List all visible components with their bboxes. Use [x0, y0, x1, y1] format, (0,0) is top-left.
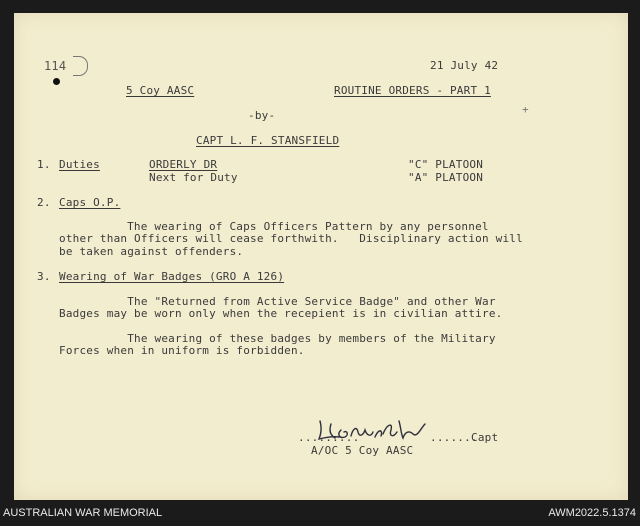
item-title: Duties: [59, 158, 100, 171]
signature-dots: .........: [298, 431, 360, 444]
item-number: 1.: [37, 158, 51, 171]
by-line: -by-: [248, 109, 276, 122]
paragraph-line: The wearing of these badges by members of the Military: [59, 332, 496, 345]
orders-title: ROUTINE ORDERS - PART 1: [334, 84, 491, 97]
item-number: 2.: [37, 196, 51, 209]
duty-role: ORDERLY DR: [149, 158, 218, 171]
signatory-rank: Capt: [471, 431, 499, 444]
duty-platoon: "A" PLATOON: [408, 171, 484, 184]
reference-number: AWM2022.5.1374: [548, 507, 636, 519]
margin-mark: +: [522, 103, 529, 116]
paragraph-line: Forces when in uniform is forbidden.: [59, 344, 305, 357]
order-date: 21 July 42: [430, 59, 499, 72]
unit-name: 5 Coy AASC: [126, 84, 195, 97]
item-title: Caps O.P.: [59, 196, 121, 209]
folio-number: 114: [44, 59, 67, 73]
paragraph-line: other than Officers will cease forthwith. Disciplinary action will: [59, 232, 523, 245]
institution-label: AUSTRALIAN WAR MEMORIAL: [3, 507, 163, 519]
duty-role: Next for Duty: [149, 171, 238, 184]
paragraph-line: Badges may be worn only when the recepient is in civilian attire.: [59, 307, 503, 320]
duty-platoon: "C" PLATOON: [408, 158, 484, 171]
item-number: 3.: [37, 270, 51, 283]
handwritten-signature: [317, 418, 429, 442]
paragraph-line: The "Returned from Active Service Badge" and other War: [59, 295, 496, 308]
officer-name: CAPT L. F. STANSFIELD: [196, 134, 340, 147]
item-title: Wearing of War Badges (GRO A 126): [59, 270, 285, 283]
signatory-title: A/OC 5 Coy AASC: [311, 444, 414, 457]
paragraph-line: be taken against offenders.: [59, 245, 244, 258]
ink-mark-icon: [53, 78, 60, 85]
signature-dots: .......: [430, 431, 478, 444]
paragraph-line: The wearing of Caps Officers Pattern by any personnel: [93, 220, 489, 233]
